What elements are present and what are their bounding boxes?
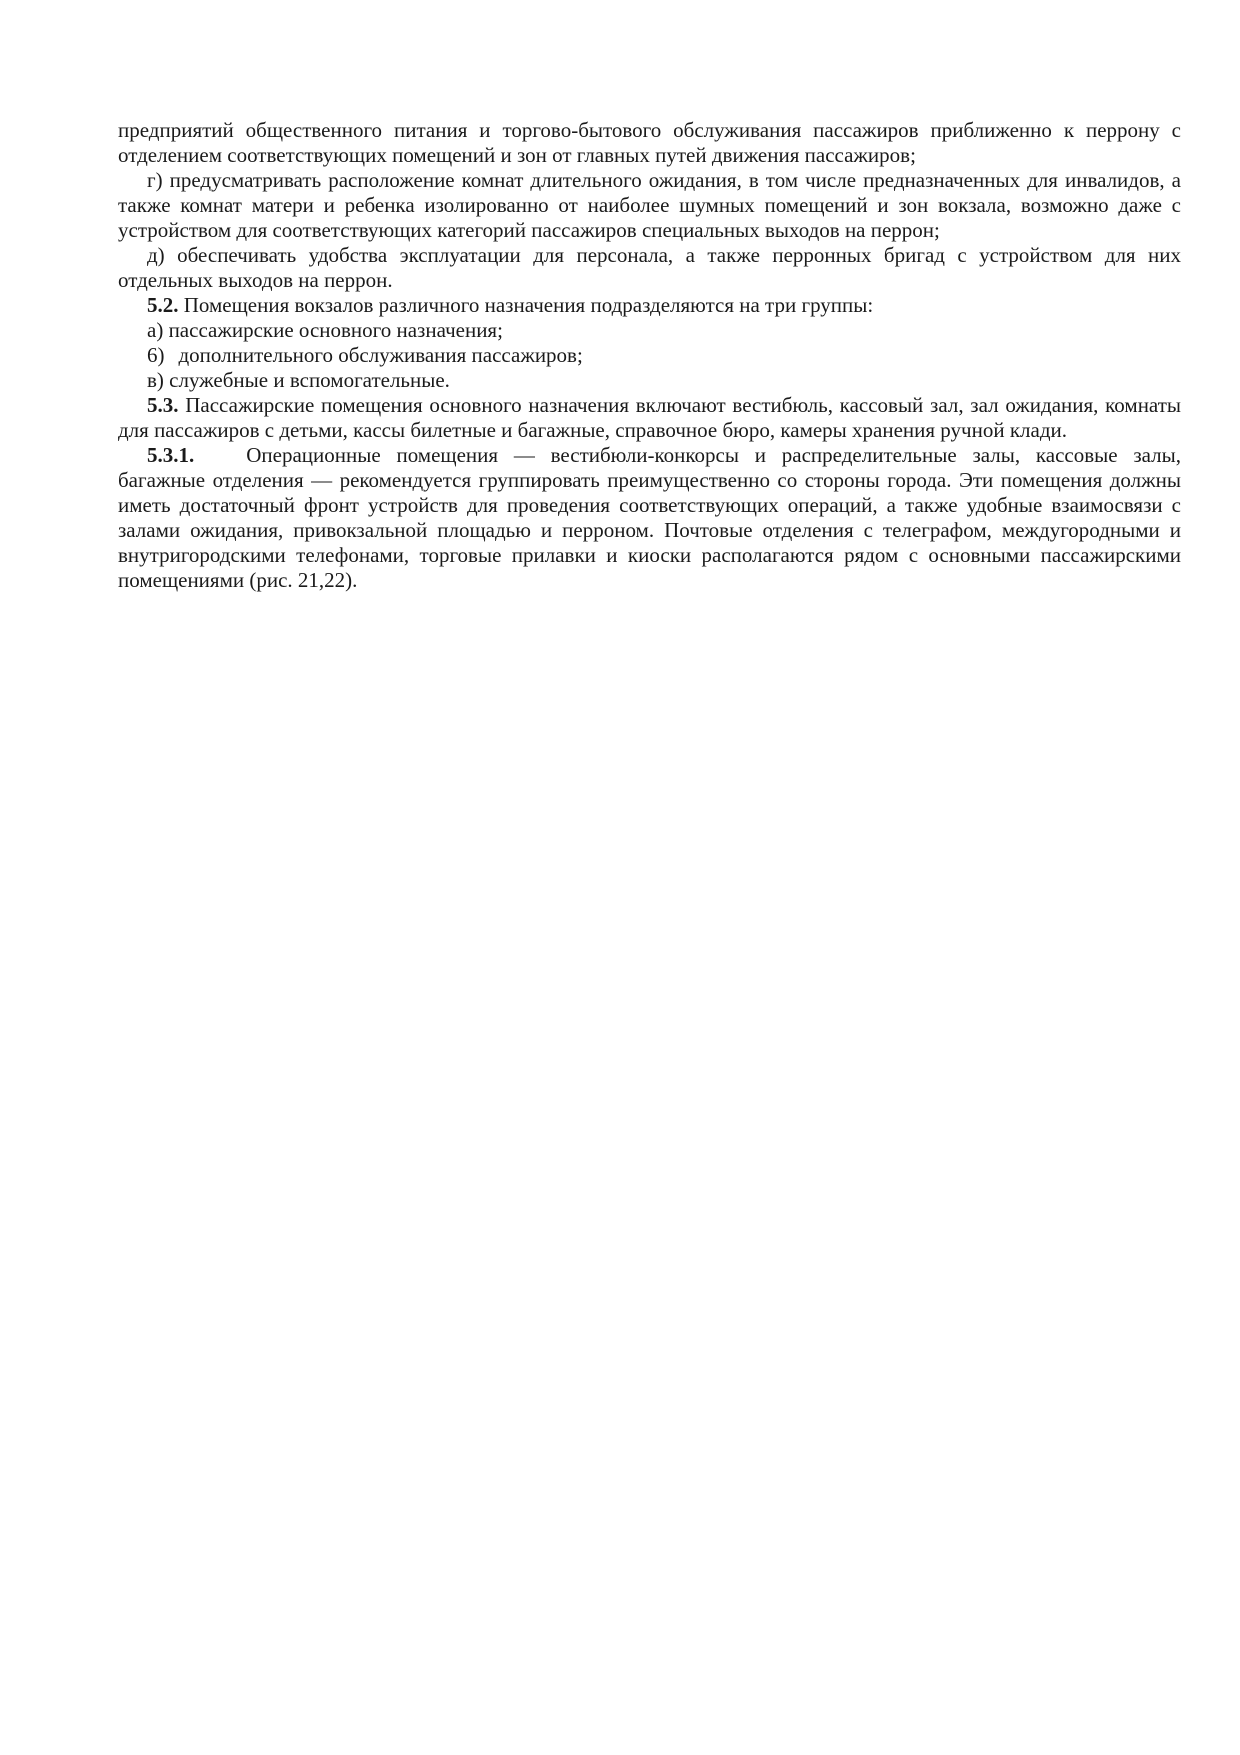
list-marker: 6)	[147, 343, 165, 367]
section-number: 5.3.	[147, 393, 179, 417]
list-item-b	[118, 343, 1181, 368]
list-item-d	[118, 243, 1181, 293]
section-number: 5.2.	[147, 293, 179, 317]
section-number: 5.3.1.	[147, 443, 195, 467]
paragraph-text: Помещения вокзалов различного назначения подразделяются на три группы:	[183, 293, 874, 317]
list-item-g	[118, 168, 1181, 243]
list-item-v	[118, 368, 1181, 393]
paragraph-text: д) обеспечивать удобства эксплуатации для персонала, а также перронных бригад с устройством для них отдельных выходов на перрон.	[118, 243, 1181, 292]
paragraph-text: Операционные помещения — вестибюли-конкорсы и распределительные залы, кассовые залы, багажные отделения — рекомендуется группировать преимущественно со стороны города. Эти помещения должны иметь достаточный фронт устройств для проведения соответствующих операций, а также удобные взаимосвязи с залами ожидания, привокзальной площадью и перроном. Почтовые отделения с телеграфом, междугородными и внутригородскими телефонами, торговые прилавки и киоски располагаются рядом с основными пассажирскими помещениями (рис. 21,22).	[118, 443, 1181, 592]
paragraph-text: предприятий общественного питания и торгово-бытового обслуживания пассажиров приближенно к перрону с отделением соответствующих помещений и зон от главных путей движения пассажиров;	[118, 118, 1181, 167]
section-5-2	[118, 293, 1181, 318]
paragraph-text: Пассажирские помещения основного назначения включают вестибюль, кассовый зал, зал ожидания, комнаты для пассажиров с детьми, кассы билетные и багажные, справочное бюро, камеры хранения ручной клади.	[118, 393, 1182, 442]
section-5-3-1	[118, 443, 1181, 593]
list-item-a	[118, 318, 1181, 343]
paragraph-text: дополнительного обслуживания пассажиров;	[178, 343, 583, 367]
paragraph-text: г) предусматривать расположение комнат длительного ожидания, в том числе предназначенных для инвалидов, а также комнат матери и ребенка изолированно от наиболее шумных помещений и зон вокзала, возможно даже с устройством для соответствующих категорий пассажиров специальных выходов на перрон;	[118, 168, 1181, 242]
document-body	[118, 118, 1181, 593]
paragraph-text: в) служебные и вспомогательные.	[147, 368, 450, 392]
paragraph-continuation	[118, 118, 1181, 168]
paragraph-text: а) пассажирские основного назначения;	[147, 318, 503, 342]
section-5-3	[118, 393, 1181, 443]
